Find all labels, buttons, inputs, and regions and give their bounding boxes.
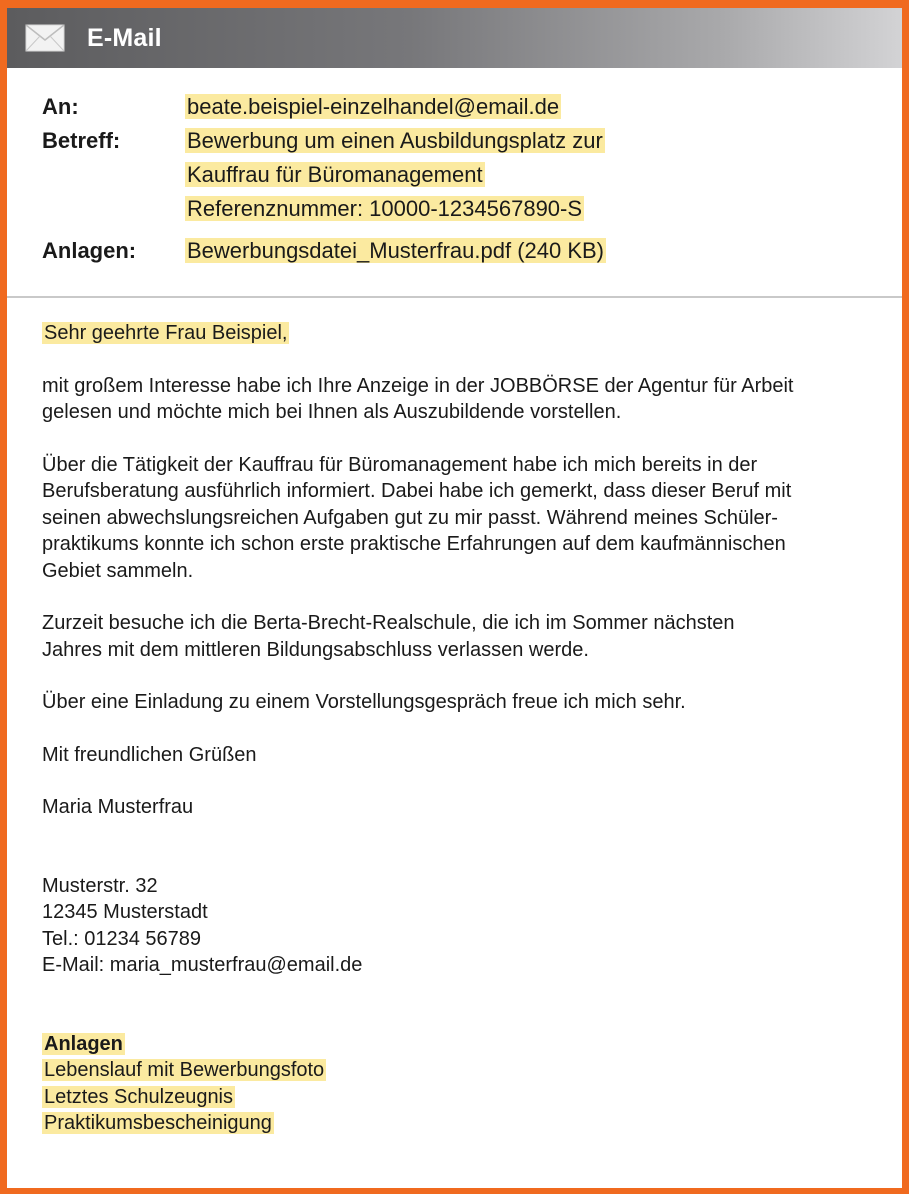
email-window [7, 8, 902, 1188]
to-value: beate.beispiel-einzelhandel@email.de [187, 94, 560, 119]
body-line: mit großem Interesse habe ich Ihre Anzeige in der JOBBÖRSE der Agentur für Arbeit [42, 374, 794, 397]
subject-line: Referenznummer: 10000-1234567890-S [187, 196, 583, 221]
body-line: seinen abwechslungsreichen Aufgaben gut zu mir passt. Während meines Schüler- [42, 506, 778, 529]
signature-text: Maria Musterfrau [42, 796, 194, 818]
body-line: Berufsberatung ausführlich informiert. Dabei habe ich gemerkt, dass dieser Beruf mit [42, 480, 792, 502]
paragraph-school [42, 610, 902, 663]
attachment-file[interactable] [185, 234, 606, 268]
attachment-item: Lebenslauf mit Bewerbungsfoto [44, 1059, 325, 1081]
email-body[interactable] [7, 298, 902, 1137]
attachments-label: Anlagen: [42, 238, 137, 263]
window-title: E-Mail [87, 23, 162, 52]
signature [42, 794, 902, 821]
to-label: An: [42, 94, 79, 119]
address-line: Musterstr. 32 [42, 874, 158, 897]
subject-line: Kauffrau für Büromanagement [187, 162, 483, 187]
address-line: 12345 Musterstadt [42, 901, 208, 923]
attachment-item: Letztes Schulzeugnis [44, 1085, 234, 1108]
attachments-list [42, 1031, 902, 1137]
body-line: praktikums konnte ich schon erste praktische Erfahrungen auf dem kaufmännischen [42, 533, 786, 555]
body-line: Zurzeit besuche ich die Berta-Brecht-Realschule, die ich im Sommer nächsten [42, 612, 735, 634]
title-bar [7, 8, 902, 68]
attachments-heading: Anlagen [44, 1032, 123, 1055]
salutation [42, 320, 902, 347]
email-header [7, 68, 902, 296]
salutation-text: Sehr geehrte Frau Beispiel, [44, 322, 288, 344]
to-field[interactable] [185, 90, 561, 124]
body-line: Gebiet sammeln. [42, 559, 194, 582]
closing-text: Mit freundlichen Grüßen [42, 743, 257, 766]
subject-line: Bewerbung um einen Ausbildungsplatz zur [187, 128, 603, 153]
subject-field[interactable] [185, 124, 605, 226]
paragraph-interview [42, 689, 902, 716]
attachment-item: Praktikumsbescheinigung [44, 1112, 272, 1134]
paragraph-interest [42, 373, 902, 426]
attachment-file-name: Bewerbungsdatei_Musterfrau.pdf (240 KB) [187, 238, 605, 263]
address-line: E-Mail: maria_musterfrau@email.de [42, 954, 363, 976]
paragraph-experience [42, 452, 902, 585]
address-block [42, 873, 902, 979]
address-line: Tel.: 01234 56789 [42, 927, 202, 950]
body-line: gelesen und möchte mich bei Ihnen als Auszubildende vorstellen. [42, 401, 622, 423]
subject-label: Betreff: [42, 128, 121, 153]
closing [42, 742, 902, 769]
envelope-icon [25, 24, 65, 52]
body-line: Über die Tätigkeit der Kauffrau für Büromanagement habe ich mich bereits in der [42, 453, 758, 476]
body-line: Jahres mit dem mittleren Bildungsabschluss verlassen werde. [42, 638, 589, 661]
body-line: Über eine Einladung zu einem Vorstellungsgespräch freue ich mich sehr. [42, 691, 686, 713]
